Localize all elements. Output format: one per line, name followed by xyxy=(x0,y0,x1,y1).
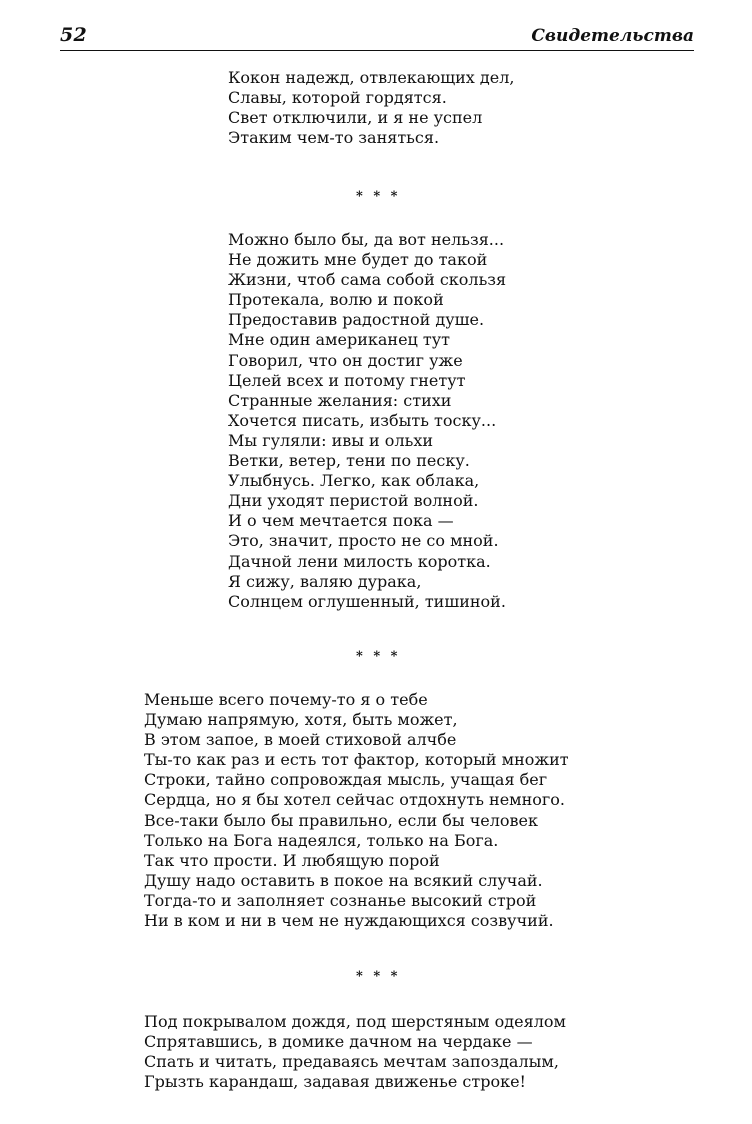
verse-line: Я сижу, валяю дурака, xyxy=(228,571,422,591)
verse-line: Ни в ком и ни в чем не нуждающихся созвучий. xyxy=(144,911,554,931)
verse-line: Солнцем оглушенный, тишиной. xyxy=(228,591,506,611)
verse-line: Ветки, ветер, тени по песку. xyxy=(228,451,470,471)
verse-line: Мы гуляли: ивы и ольхи xyxy=(228,430,433,450)
verse-line: Это, значит, просто не со мной. xyxy=(228,531,499,551)
poem-stanza-3 xyxy=(144,690,569,931)
verse-line: Только на Бога надеялся, только на Бога. xyxy=(144,830,499,850)
verse-line: Тогда-то и заполняет сознанье высокий строй xyxy=(144,890,537,910)
verse-line: И о чем мечтается пока — xyxy=(228,511,454,531)
verse-line: Хочется писать, избыть тоску... xyxy=(228,410,497,430)
verse-line: Строки, тайно сопровождая мысль, учащая бег xyxy=(144,770,548,790)
verse-line: Жизни, чтоб сама собой скользя xyxy=(228,270,507,290)
poem-stanza-2 xyxy=(228,230,506,612)
verse-line: Целей всех и потому гнетут xyxy=(228,370,466,390)
verse-line: Не дожить мне будет до такой xyxy=(228,250,488,270)
verse-line: Все-таки было бы правильно, если бы человек xyxy=(144,810,539,830)
poem-stanza-1 xyxy=(228,68,514,148)
verse-line: Под покрывалом дождя, под шерстяным одеялом xyxy=(144,1012,566,1031)
verse-line: Так что прости. И любящую порой xyxy=(144,850,440,870)
verse-line: Улыбнусь. Легко, как облака, xyxy=(228,471,480,491)
verse-line: Мне один американец тут xyxy=(228,330,451,350)
verse-line: Грызть карандаш, задавая движенье строке! xyxy=(144,1072,526,1092)
verse-line: Ты-то как раз и есть тот фактор, который множит xyxy=(144,750,569,770)
verse-line: Дни уходят перистой волной. xyxy=(228,491,479,511)
verse-line: Кокон надежд, отвлекающих дел, xyxy=(228,68,515,87)
verse-line: Думаю напрямую, хотя, быть может, xyxy=(144,710,458,730)
verse-line: Душу надо оставить в покое на всякий случай. xyxy=(144,870,543,890)
verse-line: Славы, которой гордятся. xyxy=(228,88,447,108)
verse-line: Сердца, но я бы хотел сейчас отдохнуть немного. xyxy=(144,790,565,810)
verse-line: Можно было бы, да вот нельзя... xyxy=(228,230,505,249)
verse-line: В этом запое, в моей стиховой алчбе xyxy=(144,730,457,750)
verse-line: Меньше всего почему-то я о тебе xyxy=(144,690,428,709)
verse-line: Свет отключили, и я не успел xyxy=(228,108,483,128)
page-number: 52 xyxy=(60,24,88,46)
running-head-title: Свидетельства xyxy=(531,26,694,46)
asterism-separator: * * * xyxy=(356,969,401,984)
verse-line: Спать и читать, предаваясь мечтам запоздалым, xyxy=(144,1052,559,1072)
verse-line: Странные желания: стихи xyxy=(228,390,452,410)
verse-line: Этаким чем-то заняться. xyxy=(228,128,440,148)
verse-line: Протекала, волю и покой xyxy=(228,290,444,310)
verse-line: Предоставив радостной душе. xyxy=(228,310,485,330)
verse-line: Говорил, что он достиг уже xyxy=(228,350,463,370)
verse-line: Спрятавшись, в домике дачном на чердаке — xyxy=(144,1032,533,1052)
verse-line: Дачной лени милость коротка. xyxy=(228,551,491,571)
asterism-separator: * * * xyxy=(356,189,401,204)
poem-stanza-4 xyxy=(144,1012,566,1092)
header-rule xyxy=(60,50,694,51)
asterism-separator: * * * xyxy=(356,649,401,664)
